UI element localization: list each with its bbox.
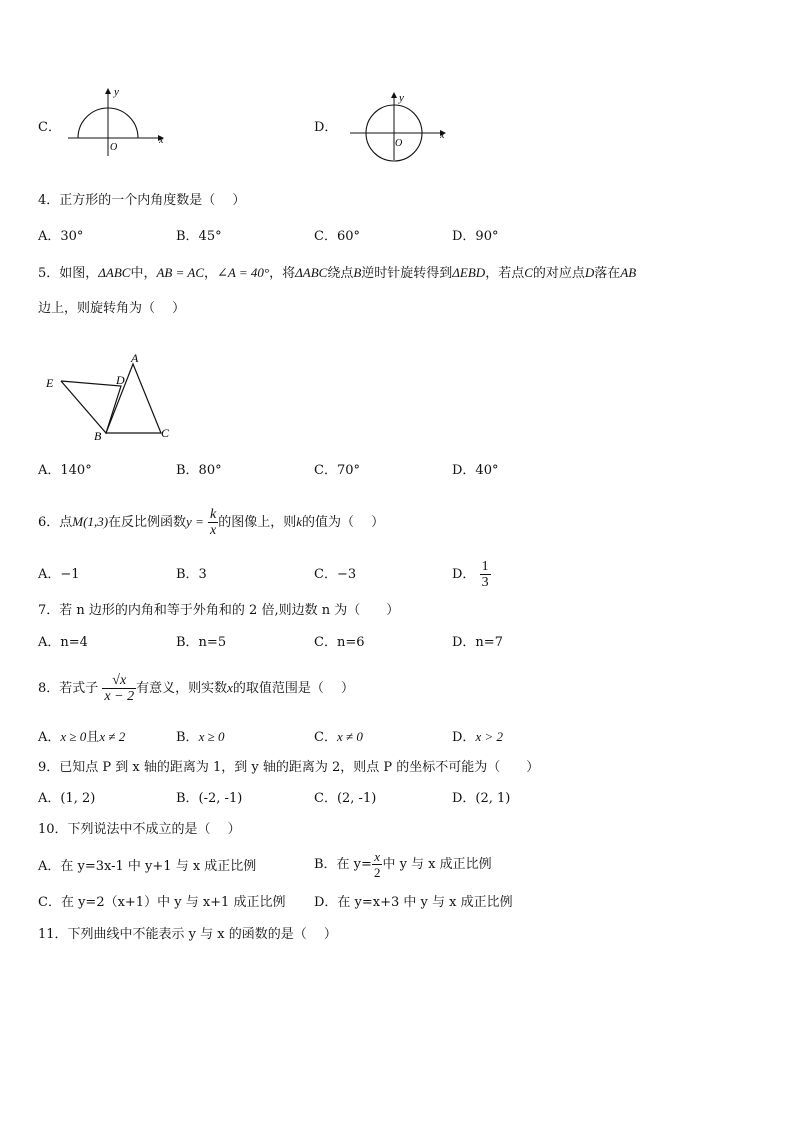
q6-option-c: C．−3 bbox=[314, 567, 357, 582]
q9-option-a: A．(1, 2) bbox=[38, 791, 96, 806]
q10-option-b: B．在 y= $\frac{x}{2}$ 中 y 与 x 成正比例 bbox=[314, 849, 492, 880]
q3d-origin-label: O bbox=[395, 138, 403, 149]
q9-stem: 9．已知点 P 到 x 轴的距离为 1，到 y 轴的距离为 2，则点 P 的坐标不可能为（ ） bbox=[38, 760, 540, 775]
q10-option-c: C．在 y=2（x+1）中 y 与 x+1 成正比例 bbox=[38, 895, 286, 910]
q8-option-c: C．x ≠ 0 bbox=[314, 729, 363, 745]
q3-option-d-graph bbox=[348, 90, 448, 162]
q3c-y-label: y bbox=[114, 86, 119, 98]
q5-option-b: B．80° bbox=[176, 463, 222, 478]
q4-stem: 4．正方形的一个内角度数是（ ） bbox=[38, 193, 246, 208]
q3c-origin-label: O bbox=[110, 142, 118, 153]
q3-option-c-label: C． bbox=[38, 120, 61, 135]
q7-option-b: B．n=5 bbox=[176, 635, 227, 650]
q3d-y-label: y bbox=[399, 92, 404, 104]
q4-option-c: C．60° bbox=[314, 229, 360, 244]
q5-option-c: C．70° bbox=[314, 463, 360, 478]
q6-option-d-fraction: $\frac{1}{3}$ bbox=[481, 559, 489, 590]
q3d-x-label: x bbox=[440, 130, 445, 141]
q3-option-d-label: D． bbox=[314, 120, 338, 135]
q5-label-c: C bbox=[161, 426, 170, 440]
q7-option-a: A．n=4 bbox=[38, 635, 88, 650]
q6-fraction: $\frac{k}{x}$ bbox=[209, 507, 217, 538]
q5-label-b: B bbox=[94, 429, 102, 443]
q7-option-c: C．n=6 bbox=[314, 635, 365, 650]
q5-stem-line2: 边上，则旋转角为（ ） bbox=[38, 301, 186, 316]
q10-option-a: A．在 y=3x-1 中 y+1 与 x 成正比例 bbox=[38, 859, 257, 874]
q6-option-a: A．−1 bbox=[38, 567, 80, 582]
q6-option-b: B．3 bbox=[176, 567, 207, 582]
q6-stem: 6．点M(1,3)在反比例函数y = $\frac{k}{x}$ 的图像上，则k的值为（ ） bbox=[38, 507, 385, 538]
q9-option-b: B．(-2, -1) bbox=[176, 791, 243, 806]
q4-option-b: B．45° bbox=[176, 229, 222, 244]
q8-option-d: D．x > 2 bbox=[452, 729, 503, 745]
q10-stem: 10．下列说法中不成立的是（ ） bbox=[38, 822, 241, 837]
q5-option-d: D．40° bbox=[452, 463, 499, 478]
q4-option-d: D．90° bbox=[452, 229, 499, 244]
q5-label-a: A bbox=[131, 351, 139, 365]
q11-stem: 11．下列曲线中不能表示 y 与 x 的函数的是（ ） bbox=[38, 927, 337, 942]
q5-triangle-figure bbox=[40, 350, 180, 445]
q9-option-c: C．(2, -1) bbox=[314, 791, 377, 806]
q8-fraction: $\frac{√x}{x - 2}$ bbox=[104, 673, 135, 704]
q10-option-d: D．在 y=x+3 中 y 与 x 成正比例 bbox=[314, 895, 513, 910]
q8-option-b: B．x ≥ 0 bbox=[176, 729, 225, 745]
q5-label-e: E bbox=[46, 376, 54, 390]
q3-option-c-graph bbox=[64, 86, 166, 158]
q9-option-d: D．(2, 1) bbox=[452, 791, 511, 806]
q8-option-a: A．x ≥ 0且x ≠ 2 bbox=[38, 729, 126, 745]
q4-option-a: A．30° bbox=[38, 229, 84, 244]
q5-label-d: D bbox=[116, 373, 125, 387]
q7-stem: 7．若 n 边形的内角和等于外角和的 2 倍,则边数 n 为（ ） bbox=[38, 603, 400, 618]
q7-option-d: D．n=7 bbox=[452, 635, 503, 650]
q10-option-b-fraction: $\frac{x}{2}$ bbox=[373, 849, 381, 880]
q8-stem: 8．若式子 $\frac{√x}{x - 2}$ 有意义，则实数x的取值范围是（ ） bbox=[38, 673, 355, 704]
q5-option-a: A．140° bbox=[38, 463, 92, 478]
q5-stem-line1: 5．如图，ΔABC中，AB = AC，∠A = 40°，将ΔABC绕点B逆时针旋转得到ΔEBD，若点C的对应点D落在AB bbox=[38, 265, 637, 281]
q6-option-d: D． $\frac{1}{3}$ bbox=[452, 559, 489, 590]
q3c-x-label: x bbox=[159, 135, 164, 146]
